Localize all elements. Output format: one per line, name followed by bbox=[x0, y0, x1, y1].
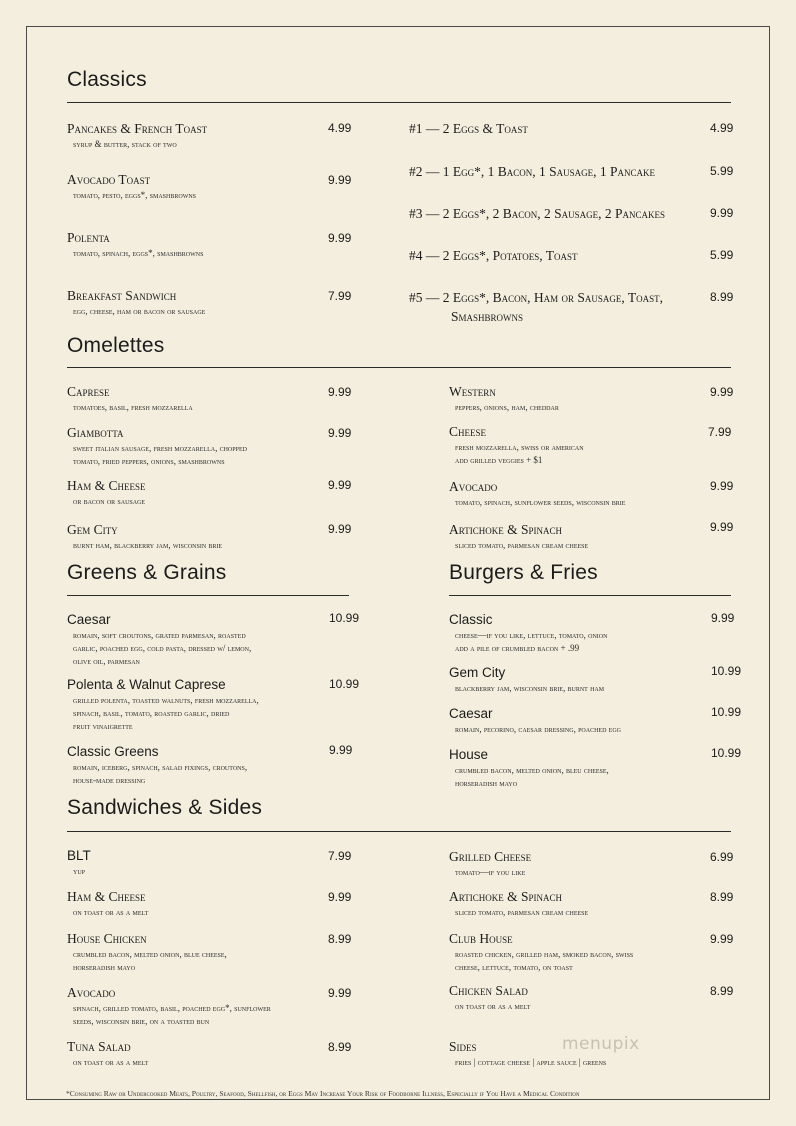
item-description-continued: add a pile of crumbled bacon + .99 bbox=[455, 643, 580, 653]
item-description: tomato, spinach, eggs*, smashbrowns bbox=[73, 248, 204, 258]
item-description-continued: add grilled veggies + $1 bbox=[455, 455, 543, 465]
combo-item: #4 — 2 Eggs*, Potatoes, Toast bbox=[409, 248, 578, 263]
item-price: 9.99 bbox=[328, 986, 352, 1000]
item-name: Artichoke & Spinach bbox=[449, 889, 562, 904]
item-price: 9.99 bbox=[328, 385, 352, 399]
item-price: 10.99 bbox=[329, 677, 360, 691]
item-name: Ham & Cheese bbox=[67, 889, 146, 904]
item-description-continued: olive oil, parmesan bbox=[73, 656, 140, 666]
item-price: 5.99 bbox=[710, 248, 734, 262]
section-rule-sandwiches bbox=[67, 831, 731, 832]
section-rule-burgers bbox=[449, 595, 731, 596]
item-description-continued: cheese, lettuce, tomato, on toast bbox=[455, 962, 573, 972]
section-rule-omelettes bbox=[67, 367, 731, 368]
item-description: romain, iceberg, spinach, salad fixings, croutons, bbox=[73, 762, 248, 772]
item-price: 9.99 bbox=[328, 426, 352, 440]
item-name: Giambotta bbox=[67, 425, 124, 440]
item-price: 7.99 bbox=[328, 289, 352, 303]
item-description: spinach, grilled tomato, basil, poached egg*, sunflower bbox=[73, 1003, 271, 1013]
item-price: 4.99 bbox=[710, 121, 734, 135]
item-price: 10.99 bbox=[711, 746, 742, 760]
item-description: fries | cottage cheese | apple sauce | greens bbox=[455, 1057, 607, 1067]
item-name: Classic bbox=[449, 612, 493, 627]
item-price: 8.99 bbox=[710, 290, 734, 304]
item-name: Gem City bbox=[449, 665, 506, 680]
menu-item-sandwich bbox=[67, 930, 227, 974]
item-name: Pancakes & French Toast bbox=[67, 121, 208, 136]
menu-item-greens bbox=[67, 611, 251, 668]
item-description: sliced tomato, parmesan cream cheese bbox=[455, 540, 589, 550]
item-price: 9.99 bbox=[710, 385, 734, 399]
item-price: 9.99 bbox=[710, 520, 734, 534]
combo-item: #1 — 2 Eggs & Toast bbox=[409, 121, 528, 136]
item-name: Grilled Cheese bbox=[449, 849, 532, 864]
item-name: Tuna Salad bbox=[67, 1039, 131, 1054]
item-price: 9.99 bbox=[328, 478, 352, 492]
item-price: 9.99 bbox=[328, 173, 352, 187]
menu-item-omelette bbox=[67, 477, 146, 508]
item-name: Caesar bbox=[67, 612, 111, 627]
item-name: Polenta & Walnut Caprese bbox=[67, 677, 226, 692]
section-title-classics: Classics bbox=[67, 68, 147, 91]
item-description-continued: horseradish mayo bbox=[455, 778, 518, 788]
menu-item-burger bbox=[449, 705, 621, 736]
item-price: 8.99 bbox=[328, 932, 352, 946]
menu-item-sandwich bbox=[67, 984, 271, 1028]
item-description: syrup & butter, stack of two bbox=[73, 139, 177, 149]
item-description-continued: horseradish mayo bbox=[73, 962, 136, 972]
menu-item-omelette bbox=[449, 521, 588, 552]
menu-item-classic bbox=[67, 287, 205, 318]
item-name: Sides bbox=[449, 1039, 477, 1054]
menu-item-omelette bbox=[449, 423, 584, 467]
item-description: cheese—if you like, lettuce, tomato, onion bbox=[455, 630, 608, 640]
item-price: 9.99 bbox=[329, 743, 353, 757]
combo-name-continued: Smashbrowns bbox=[451, 309, 524, 324]
item-name: Artichoke & Spinach bbox=[449, 522, 562, 537]
item-description: tomato, pesto, eggs*, smashbrowns bbox=[73, 190, 197, 200]
item-description: sweet italian sausage, fresh mozzarella, chopped bbox=[73, 443, 247, 453]
combo-name: #5 — 2 Eggs*, Bacon, Ham or Sausage, Toast, bbox=[409, 290, 664, 305]
menu-item-classic bbox=[67, 171, 196, 202]
item-price: 9.99 bbox=[711, 611, 735, 625]
item-description: egg, cheese, ham or bacon or sausage bbox=[73, 306, 206, 316]
item-description: fresh mozzarella, swiss or american bbox=[455, 442, 584, 452]
item-name: Caprese bbox=[67, 384, 110, 399]
item-description-continued: seeds, wisconsin brie, on a toasted bun bbox=[73, 1016, 210, 1026]
menu-item-greens bbox=[67, 743, 247, 787]
menu-item-sandwich bbox=[449, 888, 588, 919]
item-description: or bacon or sausage bbox=[73, 496, 146, 506]
item-name: House Chicken bbox=[67, 931, 147, 946]
menu-item-omelette bbox=[67, 424, 247, 468]
item-price: 10.99 bbox=[329, 611, 360, 625]
menu-item-classic bbox=[67, 229, 203, 260]
item-description-continued: house-made dressing bbox=[73, 775, 146, 785]
item-price: 6.99 bbox=[710, 850, 734, 864]
item-price: 9.99 bbox=[328, 231, 352, 245]
item-price: 9.99 bbox=[328, 522, 352, 536]
item-price: 10.99 bbox=[711, 705, 742, 719]
section-rule-classics bbox=[67, 102, 731, 103]
item-price: 9.99 bbox=[710, 932, 734, 946]
item-price: 8.99 bbox=[328, 1040, 352, 1054]
menu-item-omelette bbox=[67, 383, 193, 414]
section-title-omelettes: Omelettes bbox=[67, 334, 165, 357]
combo-item: #2 — 1 Egg*, 1 Bacon, 1 Sausage, 1 Pancake bbox=[409, 164, 656, 179]
item-description: tomato—if you like bbox=[455, 867, 526, 877]
watermark-logo: menupix bbox=[562, 1034, 640, 1054]
item-description: sliced tomato, parmesan cream cheese bbox=[455, 907, 589, 917]
section-rule-greens bbox=[67, 595, 349, 596]
menu-item-sandwich bbox=[67, 888, 148, 919]
item-name: Caesar bbox=[449, 706, 493, 721]
item-description: crumbled bacon, melted onion, bleu cheese, bbox=[455, 765, 609, 775]
item-description: roasted chicken, grilled ham, smoked bacon, swiss bbox=[455, 949, 634, 959]
item-price: 8.99 bbox=[710, 984, 734, 998]
item-price: 9.99 bbox=[710, 479, 734, 493]
item-description: on toast or as a melt bbox=[73, 907, 149, 917]
item-description: blackberry jam, wisconsin brie, burnt ham bbox=[455, 683, 605, 693]
item-description-continued: fruit vinaigrette bbox=[73, 721, 133, 731]
item-description-continued: tomato, fried peppers, onions, smashbrowns bbox=[73, 456, 225, 466]
item-description: romain, pecorino, caesar dressing, poached egg bbox=[455, 724, 622, 734]
item-name: Ham & Cheese bbox=[67, 478, 146, 493]
item-price: 4.99 bbox=[328, 121, 352, 135]
item-description: tomatoes, basil, fresh mozzarella bbox=[73, 402, 193, 412]
item-name: Gem City bbox=[67, 522, 118, 537]
footnote-disclaimer: *Consuming Raw or Undercooked Meats, Poultry, Seafood, Shellfish, or Eggs May Increase Your Risk of Foodborne Illness, Especially if You Have a Medical Condition bbox=[66, 1089, 580, 1098]
item-price: 10.99 bbox=[711, 664, 742, 678]
item-description-continued: garlic, poached egg, cold pasta, dressed w/ lemon, bbox=[73, 643, 252, 653]
menu-item-burger bbox=[449, 746, 609, 790]
menu-item-greens bbox=[67, 676, 259, 733]
item-name: Avocado bbox=[449, 479, 498, 494]
item-description: tomato, spinach, sunflower seeds, wisconsin brie bbox=[455, 497, 626, 507]
section-title-greens: Greens & Grains bbox=[67, 561, 227, 584]
menu-item-sandwich bbox=[67, 847, 91, 878]
item-name: Avocado bbox=[67, 985, 116, 1000]
item-description: peppers, onions, ham, cheddar bbox=[455, 402, 559, 412]
menu-item-sandwich bbox=[449, 930, 633, 974]
item-name: House bbox=[449, 747, 489, 762]
item-description: romain, soft croutons, grated parmesan, roasted bbox=[73, 630, 246, 640]
item-price: 9.99 bbox=[328, 890, 352, 904]
item-name: Polenta bbox=[67, 230, 110, 245]
item-description: burnt ham, blackberry jam, wisconsin brie bbox=[73, 540, 223, 550]
menu-item-sandwich bbox=[449, 982, 530, 1013]
item-price: 9.99 bbox=[710, 206, 734, 220]
menu-item-sandwich bbox=[67, 1038, 148, 1069]
item-name: Club House bbox=[449, 931, 513, 946]
item-name: Western bbox=[449, 384, 496, 399]
item-name: Classic Greens bbox=[67, 744, 159, 759]
combo-item bbox=[409, 288, 663, 326]
menu-item-burger bbox=[449, 664, 604, 695]
item-description: on toast or as a melt bbox=[455, 1001, 531, 1011]
item-name: Cheese bbox=[449, 424, 487, 439]
item-description: yup bbox=[73, 866, 86, 876]
section-title-burgers: Burgers & Fries bbox=[449, 561, 598, 584]
item-name: Chicken Salad bbox=[449, 983, 528, 998]
item-description: crumbled bacon, melted onion, blue cheese, bbox=[73, 949, 227, 959]
item-name: Avocado Toast bbox=[67, 172, 151, 187]
item-description-continued: spinach, basil, tomato, roasted garlic, dried bbox=[73, 708, 230, 718]
item-price: 5.99 bbox=[710, 164, 734, 178]
item-price: 8.99 bbox=[710, 890, 734, 904]
section-title-sandwiches: Sandwiches & Sides bbox=[67, 796, 263, 819]
menu-item-burger bbox=[449, 611, 607, 655]
menu-item-omelette bbox=[449, 383, 559, 414]
item-price: 7.99 bbox=[328, 849, 352, 863]
combo-item: #3 — 2 Eggs*, 2 Bacon, 2 Sausage, 2 Pancakes bbox=[409, 206, 666, 221]
menu-item-classic bbox=[67, 120, 207, 151]
item-description: on toast or as a melt bbox=[73, 1057, 149, 1067]
item-name: Breakfast Sandwich bbox=[67, 288, 177, 303]
menu-item-omelette bbox=[449, 478, 625, 509]
menu-item-omelette bbox=[67, 521, 222, 552]
menu-item-sandwich bbox=[449, 848, 531, 879]
item-price: 7.99 bbox=[708, 425, 732, 439]
item-description: grilled polenta, toasted walnuts, fresh mozzarella, bbox=[73, 695, 259, 705]
item-name: BLT bbox=[67, 848, 91, 863]
